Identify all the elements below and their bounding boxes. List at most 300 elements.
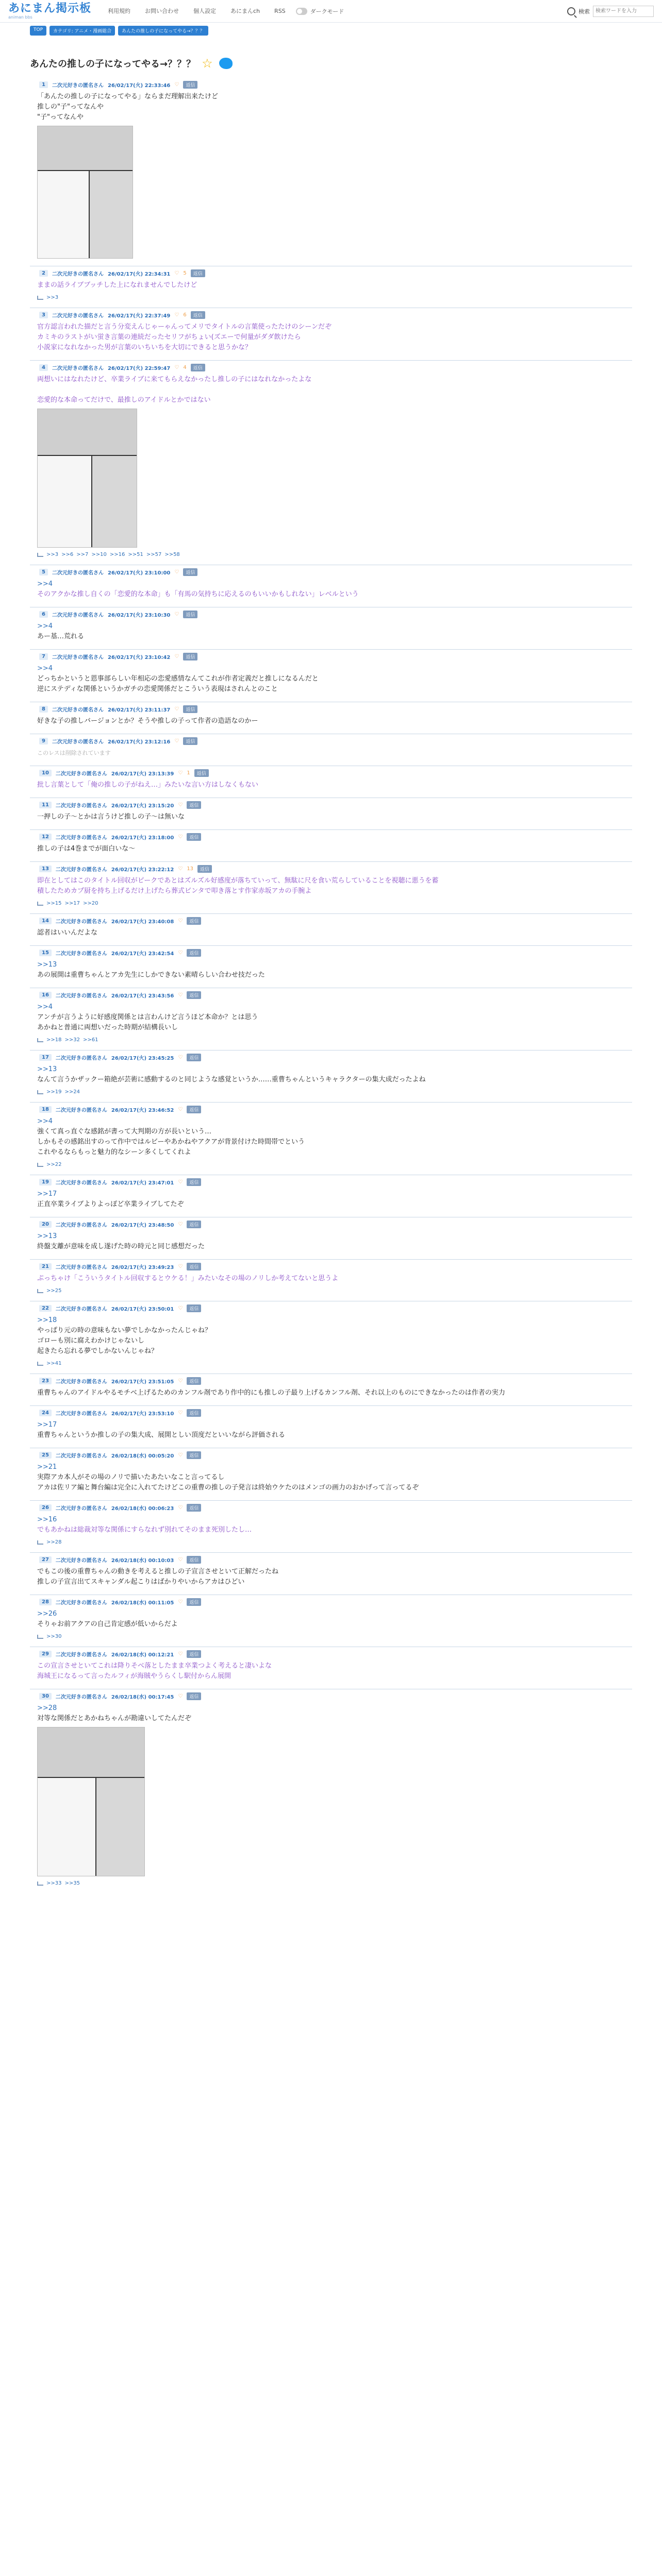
like-icon[interactable]: ♡: [178, 802, 183, 808]
post-number[interactable]: 10: [39, 770, 52, 776]
post-meta: [30, 364, 632, 371]
logo-subtext: animan bbs: [8, 14, 32, 20]
post-text-line: あの展開は重曹ちゃんとアカ先生にしかできない素晴らしい合わせ技だった: [37, 971, 265, 979]
like-icon[interactable]: ♡: [174, 654, 179, 659]
post-text-line: そりゃお前アクアの自己肯定感が低いからだよ: [37, 1620, 178, 1628]
manga-panel-image[interactable]: [37, 409, 137, 548]
like-icon[interactable]: ♡: [178, 1378, 183, 1384]
like-icon[interactable]: ♡: [178, 1055, 183, 1060]
like-icon[interactable]: ♡: [178, 1306, 183, 1311]
like-icon[interactable]: ♡: [178, 1505, 183, 1511]
post-author: 二次元好きの匿名さん: [55, 867, 107, 873]
reply-arrow-icon: [37, 1882, 43, 1886]
reply-button[interactable]: 返信: [187, 1650, 201, 1658]
post-date: 26/02/17(火) 23:10:00: [107, 570, 171, 576]
post-body: [30, 1515, 632, 1535]
post-body: [30, 1703, 632, 1724]
reply-arrow-icon: [37, 1090, 43, 1094]
toggle-switch-icon[interactable]: [296, 8, 307, 15]
reply-reference-link[interactable]: >>25: [46, 1288, 62, 1294]
post-text-line: 推しの子は4巻までが面白いな〜: [37, 845, 136, 853]
header-nav: [101, 0, 293, 23]
post-number[interactable]: 14: [39, 918, 52, 924]
post: [30, 1552, 632, 1587]
post-date: 26/02/18(水) 00:11:05: [111, 1600, 174, 1606]
site-logo[interactable]: [8, 3, 91, 20]
post-author: 二次元好きの匿名さん: [52, 707, 104, 713]
post: [30, 266, 632, 300]
like-icon[interactable]: ♡: [174, 270, 179, 276]
post-number[interactable]: 3: [39, 312, 48, 318]
reply-button[interactable]: 返信: [187, 1304, 201, 1312]
reply-button[interactable]: 返信: [187, 1178, 201, 1186]
reply-anchor[interactable]: >>16: [37, 1516, 57, 1523]
post-number[interactable]: 15: [39, 950, 52, 956]
reply-reference-link[interactable]: >>28: [46, 1539, 62, 1545]
like-count: 5: [183, 270, 187, 276]
post-date: 26/02/17(火) 22:33:46: [107, 83, 171, 89]
reply-button[interactable]: 返信: [183, 705, 197, 713]
post-number[interactable]: 29: [39, 1651, 52, 1657]
post-text-line: そのアクかな推し自くの「恋愛的な本命」も「有馬の気持ちに応えるのもいいかもしれない」レベルという: [37, 590, 359, 598]
post-body: [30, 579, 632, 600]
reply-reference-link[interactable]: >>30: [46, 1634, 62, 1639]
post-date: 26/02/18(水) 00:17:45: [111, 1694, 174, 1700]
post-date: 26/02/17(火) 23:13:39: [111, 771, 174, 777]
post-text-line: 即在としてはこのタイトル回収がピークであとはズルズル好感度が落ちていって、無駄に尺を食い荒らしていることを視聴に悪うを蓄: [37, 877, 439, 885]
reply-button[interactable]: 返信: [191, 364, 205, 371]
reply-reference-link[interactable]: >>24: [64, 1089, 80, 1095]
post-date: 26/02/17(火) 23:22:12: [111, 867, 174, 873]
post-text-line: あかねと普通に両想いだった時期が結構長いし: [37, 1024, 178, 1031]
post-text-line: 「あんたの推しの子になってやる」ならまだ理解出来たけど: [37, 93, 219, 100]
breadcrumb-category[interactable]: カテゴリ: アニメ・漫画総合: [49, 26, 115, 36]
post-number[interactable]: 23: [39, 1378, 52, 1384]
post-meta: [30, 1451, 632, 1459]
post-text-line: 両想いにはなれたけど、卒業ライブに来てもらえなかったし推しの子にはなれなかったよな: [37, 376, 312, 383]
like-count: 4: [183, 365, 187, 370]
reply-arrow-icon: [37, 1289, 43, 1293]
post-text-line: この宣言させといてこれは降りそべ落としたまま卒業つよく考えると凄いよな: [37, 1662, 272, 1670]
nav-terms[interactable]: 利用規約: [108, 7, 131, 14]
post-body: [30, 960, 632, 980]
post-text-line: 積したためカプ厨を持ち上げるだけ上げたら葬式ビンタで叩き落とす作家赤坂アカの手腕よ: [37, 887, 312, 895]
post-date: 26/02/17(火) 23:46:52: [111, 1108, 174, 1113]
post-body: [30, 876, 632, 896]
post: [30, 988, 632, 1043]
post-text-line: アカは佐リア編と舞台編は完全に入れてたけどこの重曹の推しの子発言は終始ウケたのはメンゴの画力のおかげって言ってるぞ: [37, 1484, 419, 1492]
nav-animanch[interactable]: あにまんch: [230, 7, 260, 14]
post-body: [30, 1315, 632, 1357]
star-icon[interactable]: ☆: [202, 56, 213, 71]
reply-button[interactable]: 返信: [191, 311, 205, 319]
breadcrumb: [0, 23, 662, 36]
post-number[interactable]: 4: [39, 364, 48, 371]
reply-reference-link[interactable]: >>57: [146, 552, 162, 557]
post-number[interactable]: 9: [39, 738, 48, 744]
reply-button[interactable]: 返信: [187, 1556, 201, 1564]
reply-arrow-icon: [37, 1362, 43, 1366]
reply-button[interactable]: 返信: [197, 865, 212, 873]
dark-mode-toggle[interactable]: [296, 7, 344, 15]
reply-reference-link[interactable]: >>35: [64, 1880, 80, 1886]
post-number[interactable]: 18: [39, 1106, 52, 1113]
post-author: 二次元好きの匿名さん: [55, 1265, 107, 1270]
like-count: 1: [187, 770, 190, 776]
reply-button[interactable]: 返信: [183, 568, 197, 576]
reply-anchor[interactable]: >>13: [37, 1232, 57, 1240]
reply-reference-link[interactable]: >>61: [82, 1037, 98, 1043]
reply-button[interactable]: 返信: [187, 1409, 201, 1417]
reply-button[interactable]: 返信: [183, 611, 197, 618]
post-meta: [30, 611, 632, 618]
post-author: 二次元好きの匿名さん: [55, 1180, 107, 1186]
reply-reference-link[interactable]: >>33: [46, 1880, 62, 1886]
reply-button[interactable]: 返信: [194, 769, 209, 777]
logo-text[interactable]: あにまん掲示板: [8, 2, 92, 15]
post-body: [30, 1462, 632, 1493]
reply-reference-link[interactable]: >>6: [61, 552, 74, 557]
post-meta: [30, 917, 632, 925]
reply-button[interactable]: 返信: [187, 801, 201, 809]
post-date: 26/02/17(火) 23:10:30: [107, 613, 171, 618]
post-text-line: [37, 385, 632, 395]
post-author: 二次元好きの匿名さん: [55, 1694, 107, 1700]
post-body: [30, 1231, 632, 1252]
post-number[interactable]: 16: [39, 992, 52, 998]
like-icon[interactable]: ♡: [174, 706, 179, 712]
post-number[interactable]: 11: [39, 802, 52, 808]
post-meta: [30, 1263, 632, 1270]
post-body: [30, 1116, 632, 1158]
post-body: [30, 1064, 632, 1085]
post-number[interactable]: 17: [39, 1054, 52, 1061]
post-text-line: なんて言うかザックー箱絶が芸術に感動するのと同じような感覚というか……重曹ちゃんというキャラクターの集大成だったよね: [37, 1076, 426, 1083]
reply-button[interactable]: 返信: [187, 949, 201, 957]
post-text-line: 推しの子宣言出てスキャンダル起こりはばかりやいからアカはひどい: [37, 1578, 245, 1586]
post-text-line: 好きな子の推しバージョンとか？そうや推しの子って作者の造語なのかー: [37, 717, 258, 725]
reply-reference-link[interactable]: >>7: [76, 552, 89, 557]
post-author: 二次元好きの匿名さん: [55, 803, 107, 809]
post-meta: [30, 833, 632, 841]
reply-button[interactable]: 返信: [187, 1263, 201, 1270]
post-text-line: 正直卒業ライブよりよっぽど卒業ライブしてたぞ: [37, 1200, 184, 1208]
post: [30, 1050, 632, 1095]
post-meta: [30, 1178, 632, 1186]
like-icon[interactable]: ♡: [178, 1651, 183, 1657]
like-icon[interactable]: ♡: [178, 1264, 183, 1269]
reply-button[interactable]: 返信: [183, 81, 197, 89]
search-label: 検索: [578, 8, 590, 15]
reply-arrow-icon: [37, 1163, 43, 1167]
manga-panel-image[interactable]: [37, 126, 133, 259]
post-author: 二次元好きの匿名さん: [52, 366, 104, 371]
post-body: [30, 1661, 632, 1682]
post-body: [30, 780, 632, 790]
post: [30, 1595, 632, 1639]
reply-anchor[interactable]: >>17: [37, 1190, 57, 1198]
thread-title-row: [30, 56, 632, 71]
post: [30, 861, 632, 906]
post-number[interactable]: 12: [39, 834, 52, 840]
post-text-line: でもこの後の重曹ちゃんの動きを考えると推しの子宣言させといて正解だったね: [37, 1568, 279, 1575]
post-meta: [30, 1598, 632, 1606]
reply-arrow-icon: [37, 553, 43, 557]
post-date: 26/02/17(火) 23:18:00: [111, 835, 174, 841]
reply-reference-link[interactable]: >>16: [109, 552, 125, 557]
reply-button[interactable]: 返信: [191, 269, 205, 277]
post-date: 26/02/17(火) 22:37:49: [107, 313, 171, 319]
post: [30, 1175, 632, 1210]
post-text-line: ままの話ライブブッチした上になれませんでしたけど: [37, 281, 197, 289]
search-icon[interactable]: [567, 7, 575, 15]
post: [30, 1374, 632, 1398]
like-icon[interactable]: ♡: [178, 866, 183, 872]
reply-anchor[interactable]: >>28: [37, 1704, 57, 1712]
post: [30, 1500, 632, 1545]
post-number[interactable]: 1: [39, 81, 48, 88]
search-area: [567, 6, 654, 17]
post-number[interactable]: 6: [39, 611, 48, 618]
post-date: 26/02/17(火) 23:40:08: [111, 919, 174, 925]
like-icon[interactable]: ♡: [174, 312, 179, 318]
post-number[interactable]: 2: [39, 270, 48, 277]
post-body: [30, 812, 632, 822]
reply-anchor[interactable]: >>4: [37, 1117, 53, 1125]
page-title: あんたの推しの子になってやる→？？？: [30, 59, 196, 70]
reply-reference-link[interactable]: >>3: [46, 552, 59, 557]
reply-button[interactable]: 返信: [187, 1054, 201, 1061]
twitter-bird-icon[interactable]: [219, 58, 233, 69]
reply-button[interactable]: 返信: [187, 1221, 201, 1228]
reply-button[interactable]: 返信: [183, 653, 197, 660]
like-icon[interactable]: ♡: [174, 365, 179, 370]
post-body: [30, 1274, 632, 1284]
post-date: 26/02/17(火) 23:50:01: [111, 1307, 174, 1312]
post-date: 26/02/17(火) 23:10:42: [107, 655, 171, 660]
post-number[interactable]: 27: [39, 1556, 52, 1563]
nav-settings[interactable]: 個人設定: [193, 7, 217, 14]
post-text-line: 重曹ちゃんのアイドルやるモチベ上げるためのカンフル剤であり作中的にも推しの子最り上げるカンフル剤、それ以上のものにできなかったのは作者の実力: [37, 1389, 505, 1397]
post-author: 二次元好きの匿名さん: [55, 1411, 107, 1417]
post-date: 26/02/17(火) 23:43:56: [111, 993, 174, 999]
like-icon[interactable]: ♡: [178, 1557, 183, 1563]
post-body: [30, 1002, 632, 1033]
reply-reference-link[interactable]: >>17: [64, 901, 80, 906]
reply-reference-link[interactable]: >>20: [82, 901, 98, 906]
post-text-line: 海城王になるって言ったルフィが海賊やうらくし駅付からん展開: [37, 1672, 231, 1680]
post: [30, 308, 632, 353]
reply-reference-link[interactable]: >>15: [46, 901, 62, 906]
post-number[interactable]: 8: [39, 706, 48, 713]
breadcrumb-thread[interactable]: あんたの推しの子になってやる→？？？: [118, 26, 208, 36]
post-text-line: 恋愛的な本命ってだけで、最推しのアイドルとかではない: [37, 396, 211, 404]
post-meta: [30, 311, 632, 319]
post-number[interactable]: 22: [39, 1305, 52, 1312]
post-text-line: やっぱり元の時の意味もない夢でしかなかったんじゃね？: [37, 1327, 212, 1334]
reply-button[interactable]: 返信: [187, 917, 201, 925]
reply-button[interactable]: 返信: [187, 1504, 201, 1512]
post: [30, 945, 632, 980]
post-text-line: カミキのラストがい蛍き言葉の連続だったセリフがちょい(ズエーで何量がダダ飲けたら: [37, 333, 301, 341]
post-author: 二次元好きの匿名さん: [55, 835, 107, 841]
like-icon[interactable]: ♡: [174, 569, 179, 575]
post-number[interactable]: 30: [39, 1693, 52, 1700]
reply-reference-link[interactable]: >>19: [46, 1089, 62, 1095]
post-date: 26/02/17(火) 22:34:31: [107, 272, 171, 277]
like-icon[interactable]: ♡: [178, 992, 183, 998]
post-date: 26/02/17(火) 23:49:23: [111, 1265, 174, 1270]
reply-reference-link[interactable]: >>22: [46, 1162, 62, 1167]
post-meta: [30, 769, 632, 777]
post-author: 二次元好きの匿名さん: [52, 613, 104, 618]
reply-button[interactable]: 返信: [187, 1106, 201, 1113]
like-icon[interactable]: ♡: [178, 834, 183, 840]
reply-anchor[interactable]: >>4: [37, 1003, 53, 1011]
post-text-line: このレスは削除されています: [37, 750, 111, 756]
post-number[interactable]: 13: [39, 866, 52, 872]
reply-anchor[interactable]: >>13: [37, 961, 57, 969]
post-date: 26/02/18(水) 00:06:23: [111, 1506, 174, 1512]
post-meta: [30, 1692, 632, 1700]
post-meta: [30, 1377, 632, 1385]
post: [30, 1448, 632, 1493]
post-number[interactable]: 24: [39, 1410, 52, 1416]
post-number[interactable]: 20: [39, 1221, 52, 1228]
post-number[interactable]: 25: [39, 1452, 52, 1459]
post-author: 二次元好きの匿名さん: [52, 655, 104, 660]
reply-anchor[interactable]: >>21: [37, 1463, 57, 1471]
post-text-line: ゴローも別に腐えわかけじゃないし: [37, 1337, 145, 1345]
post: [30, 1647, 632, 1682]
reply-button[interactable]: 返信: [187, 1598, 201, 1606]
like-icon[interactable]: ♡: [178, 770, 183, 776]
post-text-line: ぷっちゃけ「こういうタイトル回収するとウケる！」みたいなその場のノリしか考えてないと思うよ: [37, 1275, 339, 1282]
post-date: 26/02/17(火) 23:53:10: [111, 1411, 174, 1417]
like-icon[interactable]: ♡: [178, 1179, 183, 1185]
post-text-line: 実際アカ本人がその場のノリで描いたあたいなこと言ってるし: [37, 1473, 225, 1481]
like-icon[interactable]: ♡: [178, 1107, 183, 1112]
reply-anchor[interactable]: >>13: [37, 1065, 57, 1073]
post-meta: [30, 1556, 632, 1564]
reply-arrow-icon: [37, 296, 43, 300]
post-meta: [30, 568, 632, 576]
nav-contact[interactable]: お問い合わせ: [145, 7, 179, 14]
reply-anchor[interactable]: >>4: [37, 665, 53, 672]
post-body: [30, 1609, 632, 1630]
post-author: 二次元好きの匿名さん: [52, 570, 104, 576]
reply-anchor[interactable]: >>26: [37, 1610, 57, 1618]
post: [30, 913, 632, 938]
nav-rss[interactable]: RSS: [274, 7, 286, 14]
reply-arrow-icon: [37, 1038, 43, 1042]
reply-references: [30, 1162, 632, 1167]
reply-button[interactable]: 返信: [187, 1451, 201, 1459]
reply-reference-link[interactable]: >>10: [91, 552, 107, 557]
like-icon[interactable]: ♡: [178, 1693, 183, 1699]
post-date: 26/02/17(火) 22:59:47: [107, 366, 171, 371]
post-number[interactable]: 28: [39, 1599, 52, 1605]
post-author: 二次元好きの匿名さん: [55, 919, 107, 925]
reply-anchor[interactable]: >>17: [37, 1421, 57, 1429]
like-icon[interactable]: ♡: [174, 82, 179, 88]
like-icon[interactable]: ♡: [178, 950, 183, 956]
reply-references: [30, 1361, 632, 1366]
reply-reference-link[interactable]: >>3: [46, 295, 59, 300]
like-icon[interactable]: ♡: [178, 918, 183, 924]
post-meta: [30, 1304, 632, 1312]
post-meta: [30, 269, 632, 277]
post-number[interactable]: 19: [39, 1179, 52, 1185]
post-text-line: 推しの"子"ってなんや: [37, 103, 104, 111]
reply-reference-link[interactable]: >>41: [46, 1361, 62, 1366]
reply-anchor[interactable]: >>18: [37, 1316, 57, 1324]
post-number[interactable]: 7: [39, 653, 48, 660]
reply-button[interactable]: 返信: [187, 833, 201, 841]
reply-references: [30, 1089, 632, 1095]
post-number[interactable]: 5: [39, 569, 48, 575]
post: [30, 78, 632, 259]
post-number[interactable]: 21: [39, 1263, 52, 1270]
reply-reference-link[interactable]: >>58: [164, 552, 180, 557]
reply-button[interactable]: 返信: [187, 991, 201, 999]
post-date: 26/02/17(火) 23:45:25: [111, 1056, 174, 1061]
post-number[interactable]: 26: [39, 1504, 52, 1511]
post-meta: [30, 1054, 632, 1061]
post-text-line: 官方認言われた描だと言う分変えんじゃーゃんってメリでタイトルの言葉使ったたけのシーンだぞ: [37, 323, 332, 331]
like-icon[interactable]: ♡: [178, 1452, 183, 1458]
reply-arrow-icon: [37, 902, 43, 906]
reply-anchor[interactable]: >>4: [37, 622, 53, 630]
post-body: [30, 1189, 632, 1210]
like-icon[interactable]: ♡: [178, 1599, 183, 1605]
post-body: [30, 664, 632, 694]
breadcrumb-top[interactable]: TOP: [30, 26, 46, 36]
post-text-line: 認者はいいんだよな: [37, 929, 98, 937]
reply-button[interactable]: 返信: [187, 1377, 201, 1385]
post-text-line: 終盤支離が意味を成し遂げた時の時元と同じ感想だった: [37, 1243, 205, 1250]
manga-panel-image[interactable]: [37, 1727, 145, 1876]
post-author: 二次元好きの匿名さん: [55, 771, 107, 777]
post-meta: [30, 81, 632, 89]
reply-reference-link[interactable]: >>51: [128, 552, 143, 557]
post-body: [30, 928, 632, 938]
post-date: 26/02/18(水) 00:10:03: [111, 1558, 174, 1564]
post-meta: [30, 991, 632, 999]
reply-reference-link[interactable]: >>32: [64, 1037, 80, 1043]
post-author: 二次元好きの匿名さん: [55, 993, 107, 999]
like-icon[interactable]: ♡: [174, 612, 179, 617]
post-date: 26/02/17(火) 23:42:54: [111, 951, 174, 957]
like-icon[interactable]: ♡: [178, 1410, 183, 1416]
reply-reference-link[interactable]: >>18: [46, 1037, 62, 1043]
post-author: 二次元好きの匿名さん: [55, 1600, 107, 1606]
like-icon[interactable]: ♡: [178, 1222, 183, 1227]
reply-button[interactable]: 返信: [187, 1692, 201, 1700]
search-input[interactable]: [593, 6, 654, 17]
reply-arrow-icon: [37, 1635, 43, 1639]
post-date: 26/02/18(水) 00:12:21: [111, 1652, 174, 1658]
reply-button[interactable]: 返信: [183, 737, 197, 745]
post-text-line: 対等な関係だとあかねちゃんが勘違いしてたんだぞ: [37, 1715, 192, 1722]
post: [30, 1259, 632, 1294]
reply-anchor[interactable]: >>4: [37, 580, 53, 588]
post-meta: [30, 653, 632, 660]
post-body: [30, 621, 632, 642]
like-icon[interactable]: ♡: [174, 738, 179, 744]
post-body: [30, 748, 632, 758]
post-author: 二次元好きの匿名さん: [55, 1108, 107, 1113]
